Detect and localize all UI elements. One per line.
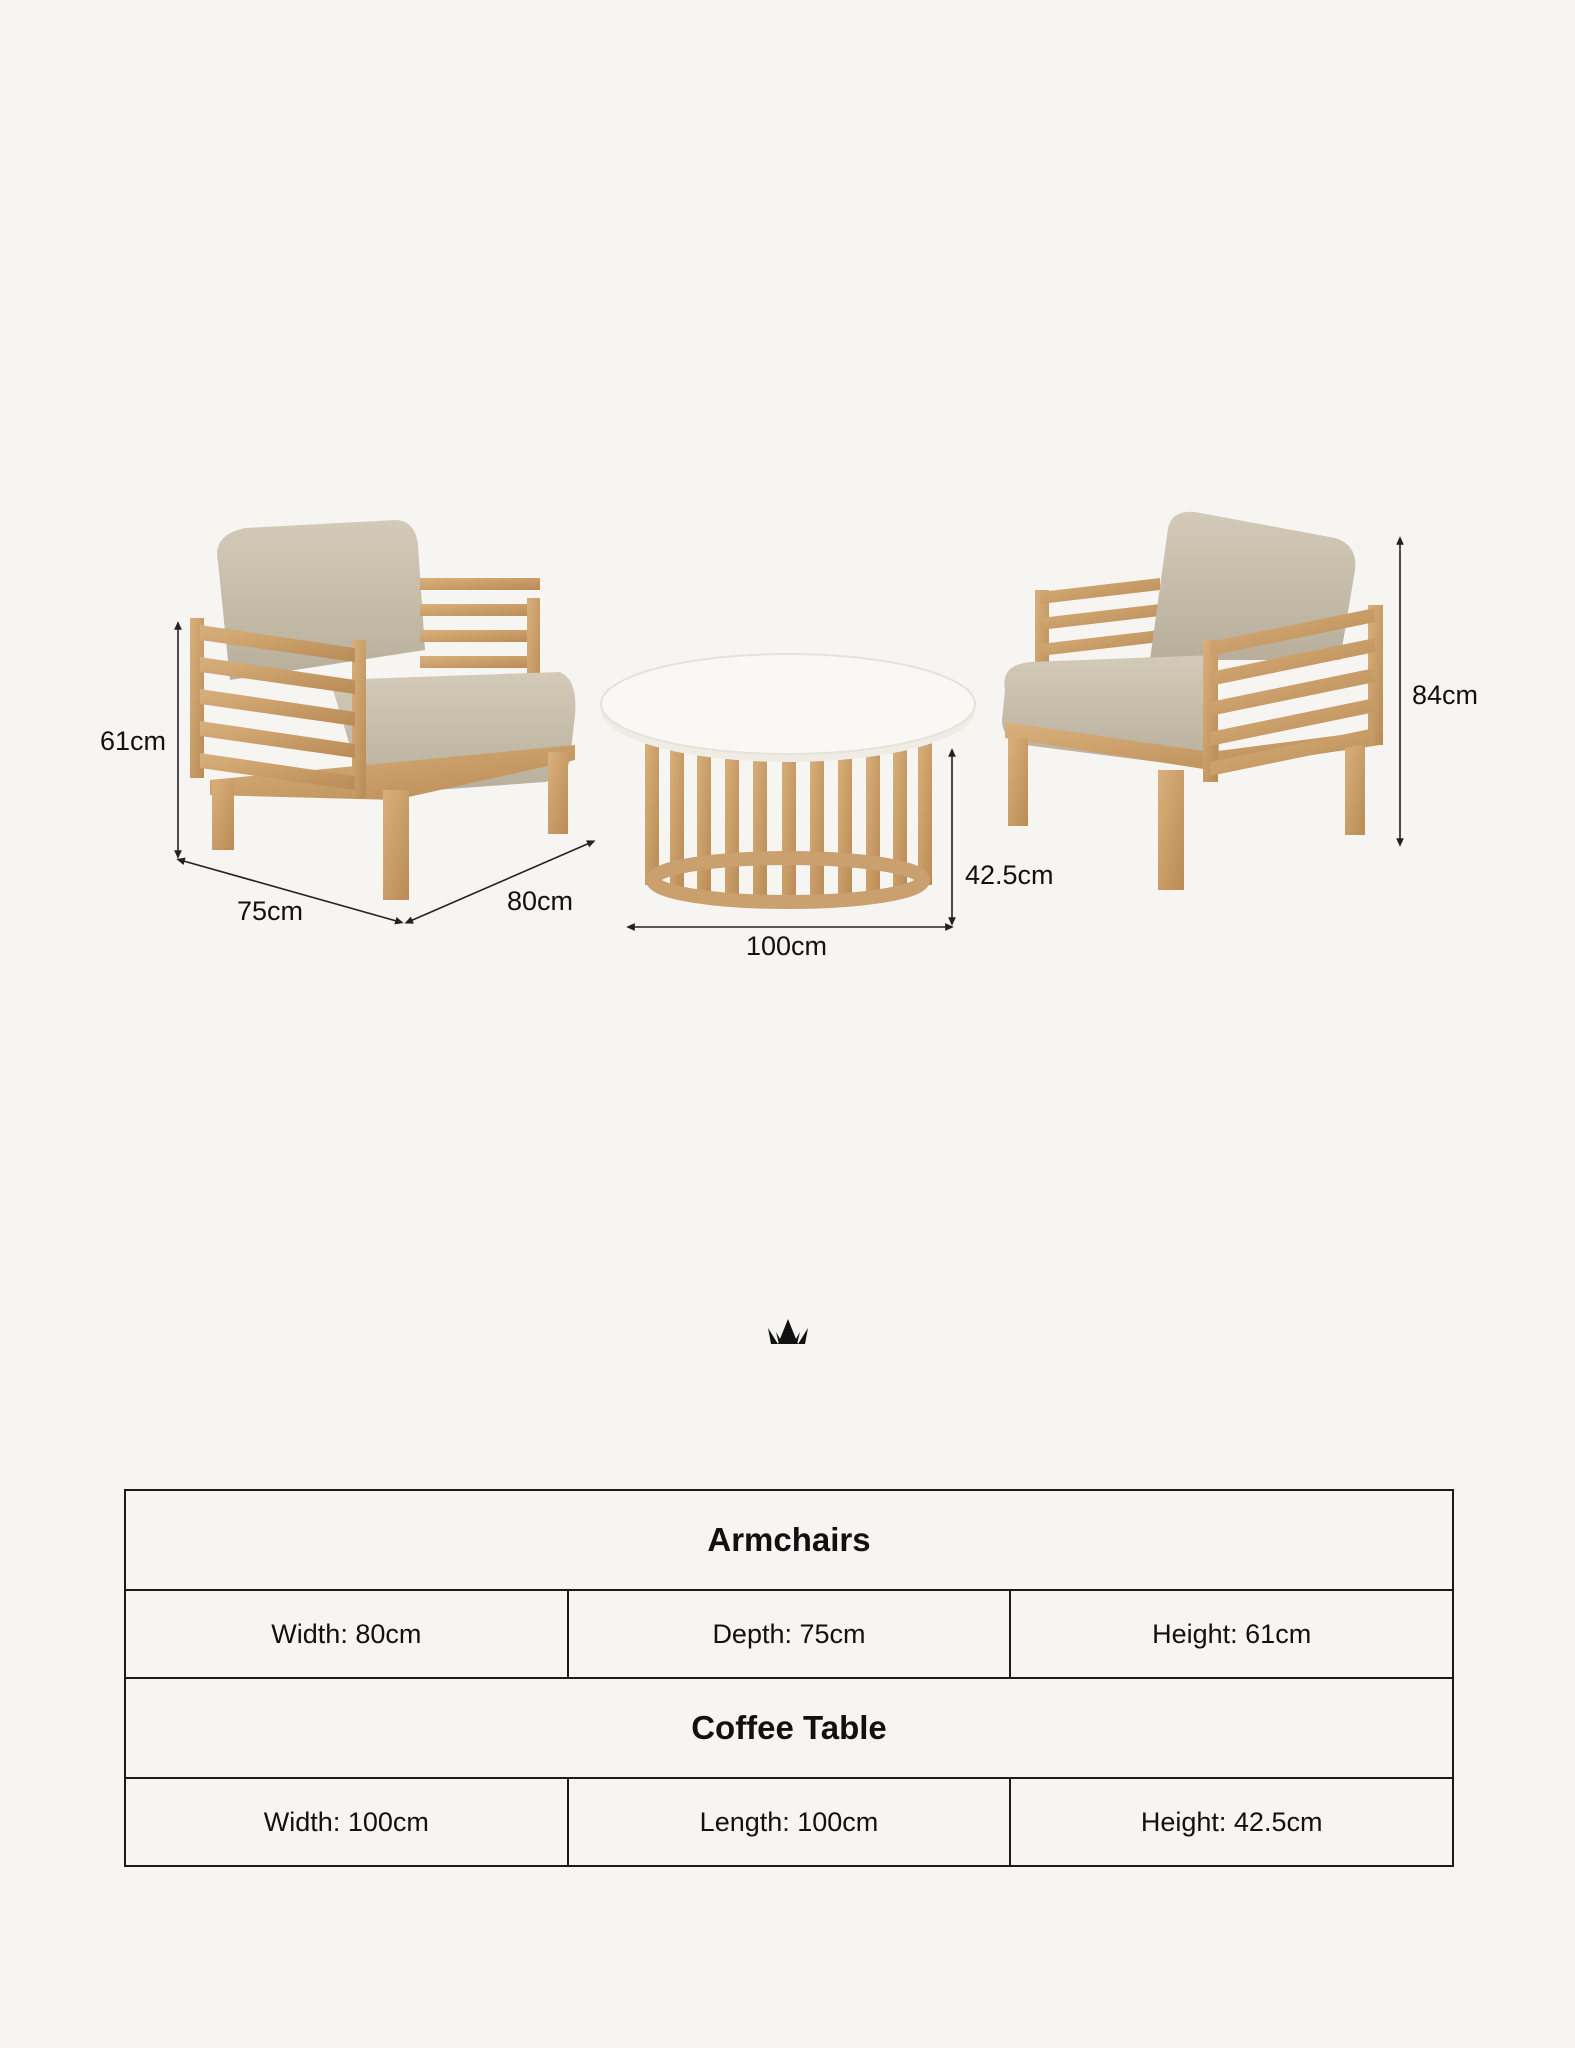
furniture-illustration (0, 0, 1575, 1000)
table-row (125, 1678, 1453, 1778)
armchair-left (190, 520, 575, 900)
armchair-depth-cell: Depth: 75cm (568, 1590, 1011, 1678)
coffee-table (601, 654, 975, 904)
armchair-right (1002, 512, 1383, 890)
chair-width-label: 80cm (507, 886, 574, 916)
chair-back-height-label: 84cm (1412, 680, 1479, 710)
chair-depth-label: 75cm (237, 896, 304, 926)
coffee-table-width-cell: Width: 100cm (125, 1778, 568, 1866)
coffee-table-height-cell: Height: 42.5cm (1010, 1778, 1453, 1866)
table-row (125, 1490, 1453, 1590)
armchair-height-cell: Height: 61cm (1010, 1590, 1453, 1678)
chair-height-label: 61cm (100, 726, 167, 756)
coffee-table-length-cell: Length: 100cm (568, 1778, 1011, 1866)
table-width-label: 100cm (746, 931, 828, 961)
table-row (125, 1590, 1453, 1678)
armchair-width-cell: Width: 80cm (125, 1590, 568, 1678)
lotus-crown-icon (767, 1318, 809, 1350)
coffee-table-heading: Coffee Table (125, 1678, 1453, 1778)
table-row (125, 1778, 1453, 1866)
armchairs-heading: Armchairs (125, 1490, 1453, 1590)
table-height-label: 42.5cm (965, 860, 1054, 890)
dimensions-table (124, 1489, 1454, 1867)
